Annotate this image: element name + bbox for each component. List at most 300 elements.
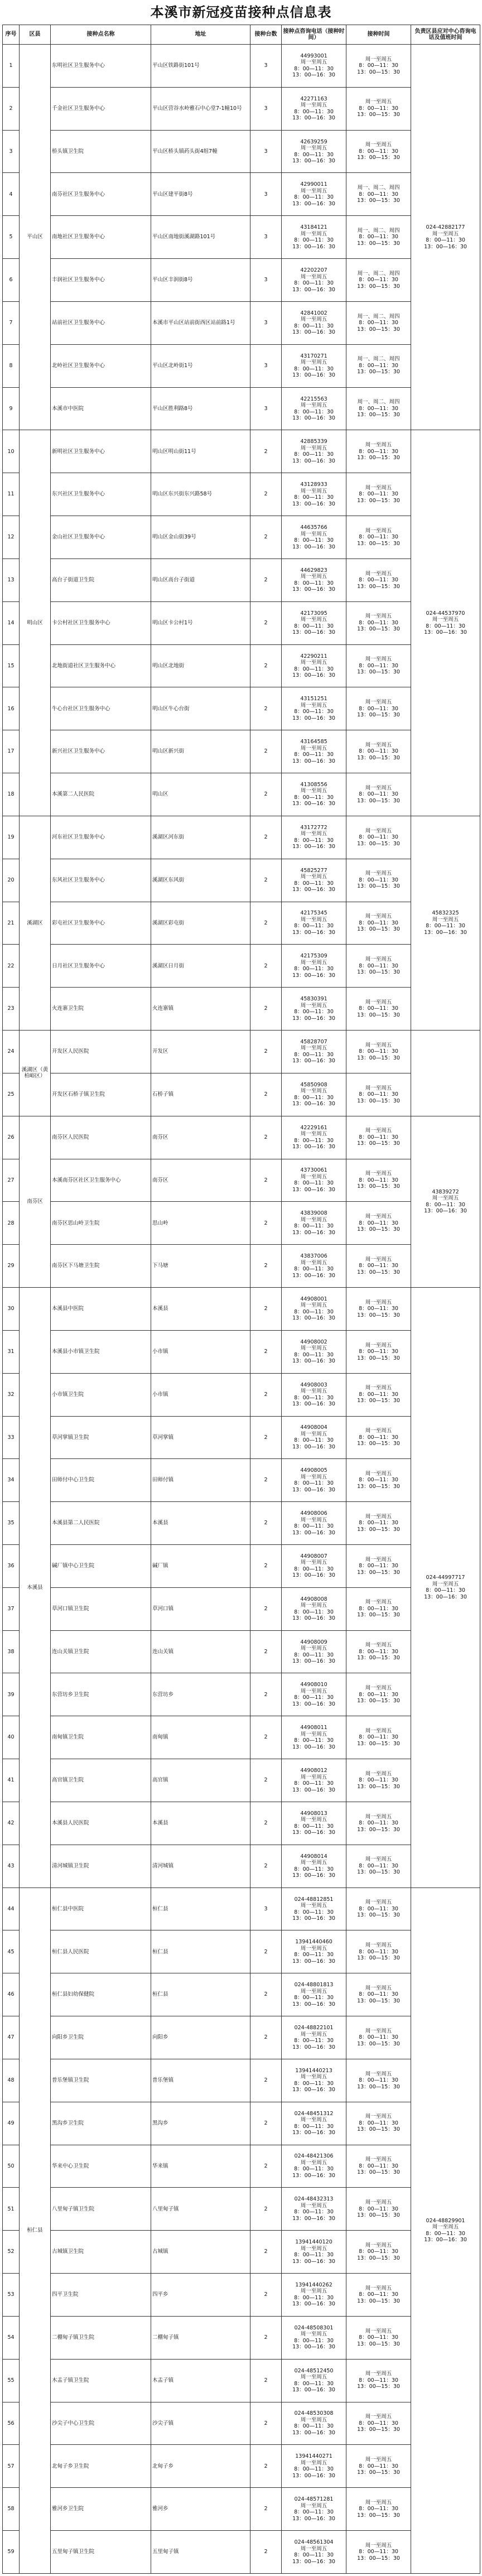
site-phone: 43128933 周一至周五 8：00—11：30 13：00—16：30 [282,473,346,516]
site-phone: 13941440120 周一至周五 8：00—11：30 13：00—16：30 [282,2231,346,2274]
site-name: 二棚甸子镇卫生院 [51,2316,151,2359]
site-index: 13 [3,558,20,601]
table-row [3,2274,480,2317]
site-name: 本溪南芬区社区卫生服务中心 [51,1159,151,1202]
site-index: 5 [3,216,20,259]
site-index: 34 [3,1459,20,1502]
table-row [3,2488,480,2531]
site-address: 桓仁县 [151,1888,250,1930]
site-name: 开发区人民医院 [51,1031,151,1073]
site-address: 五里甸子镇 [151,2531,250,2574]
site-time: 周一至周五 8：00—11：30 13：00—15：30 [346,1759,411,1802]
site-address: 下马塘 [151,1245,250,1288]
site-name: 卡公村社区卫生服务中心 [51,601,151,644]
site-index: 6 [3,259,20,302]
table-row [3,216,480,259]
site-index: 37 [3,1587,20,1630]
site-index: 43 [3,1845,20,1888]
site-index: 20 [3,859,20,902]
site-index: 50 [3,2145,20,2188]
site-address: 明山区 [151,773,250,816]
site-stations: 2 [250,2188,282,2231]
site-index: 58 [3,2488,20,2531]
site-address: 明山区北地街 [151,644,250,687]
site-stations: 3 [250,1888,282,1930]
site-time: 周一至周五 8：00—11：30 13：00—15：30 [346,1845,411,1888]
site-address: 木盂子镇 [151,2359,250,2402]
site-phone: 42271163 周一至周五 8：00—11：30 13：00—16：30 [282,87,346,130]
site-name: 木盂子镇卫生院 [51,2359,151,2402]
site-time: 周一至周五 8：00—11：30 13：00—15：30 [346,2059,411,2102]
site-address: 雅河乡 [151,2488,250,2531]
site-time: 周一至周五 8：00—11：30 13：00—15：30 [346,1330,411,1373]
site-stations: 3 [250,87,282,130]
site-name: 雅河乡卫生院 [51,2488,151,2531]
site-index: 39 [3,1673,20,1716]
site-index: 57 [3,2445,20,2488]
table-row [3,130,480,173]
site-index: 54 [3,2316,20,2359]
site-phone: 024-48421306 周一至周五 8：00—11：30 13：00—16：30 [282,2145,346,2188]
site-time: 周一至周五 8：00—11：30 13：00—15：30 [346,1716,411,1759]
site-index: 31 [3,1330,20,1373]
site-phone: 42639259 周一至周五 8：00—11：30 13：00—16：30 [282,130,346,173]
site-index: 55 [3,2359,20,2402]
site-index: 9 [3,387,20,430]
site-stations: 2 [250,430,282,473]
site-time: 周一至周五 8：00—11：30 13：00—15：30 [346,1630,411,1673]
site-name: 新明社区卫生服务中心 [51,430,151,473]
site-stations: 2 [250,2274,282,2317]
site-name: 东兴社区卫生服务中心 [51,473,151,516]
site-name: 开发区石桥子镇卫生院 [51,1073,151,1116]
site-time: 周一至周五 8：00—11：30 13：00—15：30 [346,988,411,1031]
site-time: 周一至周五 8：00—11：30 13：00—15：30 [346,2359,411,2402]
site-stations: 2 [250,1416,282,1459]
site-stations: 2 [250,730,282,773]
site-stations: 2 [250,2402,282,2445]
site-address: 思山岭 [151,1202,250,1245]
site-time: 周一至周五 8：00—11：30 13：00—15：30 [346,516,411,559]
table-row [3,2059,480,2102]
site-time: 周一至周五 8：00—11：30 13：00—15：30 [346,1373,411,1416]
site-time: 周一至周五 8：00—11：30 13：00—15：30 [346,2188,411,2231]
site-address: 二棚甸子镇 [151,2316,250,2359]
site-address: 明山区卡公村1号 [151,601,250,644]
site-address: 本溪市平山区站前街西区站前路1号 [151,301,250,344]
site-time: 周一至周五 8：00—11：30 13：00—15：30 [346,1973,411,2016]
site-phone: 43172772 周一至周五 8：00—11：30 13：00—16：30 [282,816,346,859]
table-row [3,2402,480,2445]
table-row [3,2016,480,2059]
site-phone: 44993001 周一至周五 8：00—11：30 13：00—16：30 [282,45,346,88]
site-phone: 45825277 周一至周五 8：00—11：30 13：00—16：30 [282,859,346,902]
site-time: 周一至周五 8：00—11：30 13：00—15：30 [346,558,411,601]
site-name: 草河口镇卫生院 [51,1587,151,1630]
table-row [3,1159,480,1202]
site-name: 本溪市中医院 [51,387,151,430]
site-phone: 43839008 周一至周五 8：00—11：30 13：00—16：30 [282,1202,346,1245]
site-stations: 2 [250,644,282,687]
table-row [3,173,480,216]
site-phone: 024-48561304 周一至周五 8：00—11：30 13：00—16：30 [282,2531,346,2574]
site-index: 4 [3,173,20,216]
table-row [3,1673,480,1716]
site-time: 周一至周五 8：00—11：30 13：00—15：30 [346,2402,411,2445]
site-name: 高官镇卫生院 [51,1759,151,1802]
site-name: 牛心台社区卫生服务中心 [51,687,151,730]
site-time: 周一至周五 8：00—11：30 13：00—15：30 [346,945,411,988]
site-phone: 024-48432313 周一至周五 8：00—11：30 13：00—16：30 [282,2188,346,2231]
table-row [3,1245,480,1288]
site-stations: 3 [250,301,282,344]
site-index: 3 [3,130,20,173]
site-phone: 43837006 周一至周五 8：00—11：30 13：00—16：30 [282,1245,346,1288]
site-phone: 43730061 周一至周五 8：00—11：30 13：00—16：30 [282,1159,346,1202]
site-phone: 44908010 周一至周五 8：00—11：30 13：00—16：30 [282,1673,346,1716]
site-phone: 024-48801813 周一至周五 8：00—11：30 13：00—16：30 [282,1973,346,2016]
site-address: 溪湖区东风街 [151,859,250,902]
site-time: 周一至周五 8：00—11：30 13：00—15：30 [346,1673,411,1716]
site-time: 周一至周五 8：00—11：30 13：00—15：30 [346,1416,411,1459]
table-row [3,2102,480,2145]
site-time: 周一至周五 8：00—11：30 13：00—15：30 [346,1502,411,1545]
site-time: 周一、周二、周四 8：00—11：30 13：00—15：30 [346,173,411,216]
site-name: 南芬区人民医院 [51,1116,151,1159]
site-index: 35 [3,1502,20,1545]
site-time: 周一至周五 8：00—11：30 13：00—15：30 [346,2145,411,2188]
site-stations: 2 [250,1245,282,1288]
site-index: 42 [3,1802,20,1845]
site-index: 41 [3,1759,20,1802]
site-phone: 42215563 周一至周五 8：00—11：30 13：00—16：30 [282,387,346,430]
site-phone: 43164585 周一至周五 8：00—11：30 13：00—16：30 [282,730,346,773]
site-name: 古城镇卫生院 [51,2231,151,2274]
table-row [3,1416,480,1459]
site-address: 溪湖区彩屯街 [151,902,250,945]
site-stations: 3 [250,173,282,216]
table-row [3,1630,480,1673]
site-address: 桓仁县 [151,1930,250,1973]
site-phone: 45828707 周一至周五 8：00—11：30 13：00—16：30 [282,1031,346,1073]
site-time: 周一至周五 8：00—11：30 13：00—15：30 [346,816,411,859]
table-row [3,1330,480,1373]
site-name: 本溪县第二人民医院 [51,1502,151,1545]
site-phone: 024-48530308 周一至周五 8：00—11：30 13：00—16：30 [282,2402,346,2445]
site-index: 22 [3,945,20,988]
site-index: 11 [3,473,20,516]
header-stations: 接种台数 [250,25,282,45]
site-phone: 41308556 周一至周五 8：00—11：30 13：00—16：30 [282,773,346,816]
table-row [3,1888,480,1930]
site-name: 南地社区卫生服务中心 [51,216,151,259]
site-time: 周一至周五 8：00—11：30 13：00—15：30 [346,1544,411,1587]
district-name: 明山区 [20,430,51,816]
site-phone: 42173095 周一至周五 8：00—11：30 13：00—16：30 [282,601,346,644]
site-stations: 2 [250,1031,282,1073]
site-index: 59 [3,2531,20,2574]
district-hotline [411,1031,480,1116]
site-index: 48 [3,2059,20,2102]
site-address: 平山区北岭街1号 [151,344,250,387]
site-time: 周一至周五 8：00—11：30 13：00—15：30 [346,2445,411,2488]
site-name: 华来中心卫生院 [51,2145,151,2188]
site-index: 18 [3,773,20,816]
site-stations: 2 [250,2102,282,2145]
site-name: 四平卫生院 [51,2274,151,2317]
header-hotline: 负责区县应对中心咨询电话及值班时间 [411,25,480,45]
site-time: 周一至周五 8：00—11：30 13：00—15：30 [346,45,411,88]
district-name: 南芬区 [20,1116,51,1287]
site-index: 44 [3,1888,20,1930]
site-address: 平山区胜利路8号 [151,387,250,430]
site-time: 周一至周五 8：00—11：30 13：00—15：30 [346,2016,411,2059]
site-index: 12 [3,516,20,559]
site-name: 北地街道社区卫生服务中心 [51,644,151,687]
table-row [3,1930,480,1973]
site-index: 16 [3,687,20,730]
site-time: 周一至周五 8：00—11：30 13：00—15：30 [346,859,411,902]
table-row [3,1502,480,1545]
site-index: 27 [3,1159,20,1202]
site-address: 本溪县 [151,1502,250,1545]
site-address: 连山关镇 [151,1630,250,1673]
table-header-row [3,25,480,45]
site-stations: 2 [250,945,282,988]
table-row [3,1202,480,1245]
site-time: 周一至周五 8：00—11：30 13：00—15：30 [346,87,411,130]
site-name: 桥头镇卫生院 [51,130,151,173]
table-row [3,773,480,816]
site-stations: 2 [250,1502,282,1545]
site-name: 本溪县中医院 [51,1288,151,1331]
table-row [3,2445,480,2488]
table-row [3,473,480,516]
site-stations: 3 [250,45,282,88]
table-row [3,1587,480,1630]
site-name: 高台子街道卫生院 [51,558,151,601]
site-time: 周一至周五 8：00—11：30 13：00—15：30 [346,2274,411,2317]
site-name: 连山关镇卫生院 [51,1630,151,1673]
site-name: 南芬区思山岭卫生院 [51,1202,151,1245]
site-phone: 42175309 周一至周五 8：00—11：30 13：00—16：30 [282,945,346,988]
site-time: 周一至周五 8：00—11：30 13：00—15：30 [346,644,411,687]
site-stations: 2 [250,1802,282,1845]
site-address: 平山区南地街溪湖路101号 [151,216,250,259]
site-stations: 2 [250,1202,282,1245]
site-stations: 2 [250,1845,282,1888]
site-time: 周一、周二、周四 8：00—11：30 13：00—15：30 [346,387,411,430]
site-name: 桓仁县妇幼保健院 [51,1973,151,2016]
site-name: 本溪第二人民医院 [51,773,151,816]
site-phone: 44908003 周一至周五 8：00—11：30 13：00—16：30 [282,1373,346,1416]
site-stations: 2 [250,1116,282,1159]
site-stations: 2 [250,1973,282,2016]
site-address: 八里甸子镇 [151,2188,250,2231]
site-address: 平山区桥头镇药头街4组7幢 [151,130,250,173]
site-address: 溪湖区日月街 [151,945,250,988]
site-phone: 44908014 周一至周五 8：00—11：30 13：00—16：30 [282,1845,346,1888]
site-index: 21 [3,902,20,945]
site-stations: 3 [250,344,282,387]
table-row [3,1459,480,1502]
site-phone: 024-48571281 周一至周五 8：00—11：30 13：00—16：30 [282,2488,346,2531]
site-stations: 2 [250,1716,282,1759]
site-time: 周一至周五 8：00—11：30 13：00—15：30 [346,902,411,945]
vaccination-sites-table [2,25,480,2574]
site-index: 7 [3,301,20,344]
site-phone: 44908004 周一至周五 8：00—11：30 13：00—16：30 [282,1416,346,1459]
site-phone: 44908008 周一至周五 8：00—11：30 13：00—16：30 [282,1587,346,1630]
site-address: 溪湖区河东街 [151,816,250,859]
site-index: 56 [3,2402,20,2445]
site-name: 丰润社区卫生服务中心 [51,259,151,302]
site-phone: 44908005 周一至周五 8：00—11：30 13：00—16：30 [282,1459,346,1502]
table-row [3,45,480,88]
district-name: 平山区 [20,45,51,430]
table-body [3,45,480,2574]
site-index: 14 [3,601,20,644]
site-address: 桓仁县 [151,1973,250,2016]
site-address: 火连寨镇 [151,988,250,1031]
table-row [3,2145,480,2188]
site-phone: 43170271 周一至周五 8：00—11：30 13：00—16：30 [282,344,346,387]
site-phone: 024-48812851 周一至周五 8：00—11：30 13：00—16：30 [282,1888,346,1930]
site-name: 沙尖子中心卫生院 [51,2402,151,2445]
site-phone: 44908002 周一至周五 8：00—11：30 13：00—16：30 [282,1330,346,1373]
site-name: 普乐堡镇卫生院 [51,2059,151,2102]
site-phone: 42841002 周一至周五 8：00—11：30 13：00—16：30 [282,301,346,344]
site-stations: 2 [250,2016,282,2059]
table-row [3,1973,480,2016]
site-stations: 2 [250,1673,282,1716]
site-stations: 2 [250,1587,282,1630]
site-index: 25 [3,1073,20,1116]
site-name: 本溪县小市镇卫生院 [51,1330,151,1373]
site-address: 草河口镇 [151,1587,250,1630]
site-stations: 2 [250,516,282,559]
site-stations: 2 [250,1073,282,1116]
table-row [3,1073,480,1116]
site-stations: 3 [250,259,282,302]
header-index: 序号 [3,25,20,45]
table-row [3,988,480,1031]
site-index: 10 [3,430,20,473]
header-district: 区县 [20,25,51,45]
site-phone: 42202207 周一至周五 8：00—11：30 13：00—16：30 [282,259,346,302]
site-name: 桓仁县中医院 [51,1888,151,1930]
table-row [3,2188,480,2231]
site-stations: 2 [250,2059,282,2102]
table-row [3,1116,480,1159]
site-name: 八里甸子镇卫生院 [51,2188,151,2231]
table-row [3,558,480,601]
site-time: 周一至周五 8：00—11：30 13：00—15：30 [346,2102,411,2145]
document-title: 本溪市新冠疫苗接种点信息表 [150,4,332,20]
site-time: 周一至周五 8：00—11：30 13：00—15：30 [346,2316,411,2359]
table-row [3,644,480,687]
district-hotline: 024-48829901 周一至周五 8：00—11：30 13：00—16：30 [411,1888,480,2573]
site-index: 40 [3,1716,20,1759]
site-stations: 2 [250,473,282,516]
site-address: 高官镇 [151,1759,250,1802]
site-name: 站前社区卫生服务中心 [51,301,151,344]
site-name: 南芬社区卫生服务中心 [51,173,151,216]
site-time: 周一至周五 8：00—11：30 13：00—15：30 [346,130,411,173]
site-index: 33 [3,1416,20,1459]
site-stations: 2 [250,2231,282,2274]
table-row [3,601,480,644]
site-stations: 2 [250,1373,282,1416]
site-time: 周一、周二、周四 8：00—11：30 13：00—15：30 [346,216,411,259]
site-index: 49 [3,2102,20,2145]
site-stations: 2 [250,2488,282,2531]
table-row [3,2359,480,2402]
table-row [3,2231,480,2274]
site-phone: 42990011 周一至周五 8：00—11：30 13：00—16：30 [282,173,346,216]
site-name: 东明社区卫生服务中心 [51,45,151,88]
site-stations: 2 [250,816,282,859]
site-time: 周一至周五 8：00—11：30 13：00—15：30 [346,1116,411,1159]
site-address: 明山区牛心台街 [151,687,250,730]
site-phone: 44629823 周一至周五 8：00—11：30 13：00—16：30 [282,558,346,601]
table-row [3,2531,480,2574]
site-name: 五里甸子镇卫生院 [51,2531,151,2574]
site-name: 彩屯社区卫生服务中心 [51,902,151,945]
site-phone: 44908013 周一至周五 8：00—11：30 13：00—16：30 [282,1802,346,1845]
site-name: 金山社区卫生服务中心 [51,516,151,559]
site-time: 周一至周五 8：00—11：30 13：00—15：30 [346,730,411,773]
table-row [3,430,480,473]
site-phone: 43184121 周一至周五 8：00—11：30 13：00—16：30 [282,216,346,259]
table-row [3,859,480,902]
site-stations: 2 [250,1630,282,1673]
district-name: 溪湖区（黄柏峪区） [20,1031,51,1116]
site-phone: 13941440262 周一至周五 8：00—11：30 13：00—16：30 [282,2274,346,2317]
site-time: 周一至周五 8：00—11：30 13：00—15：30 [346,1459,411,1502]
district-hotline: 43839272 周一至周五 8：00—11：30 13：00—16：30 [411,1116,480,1287]
site-time: 周一至周五 8：00—11：30 13：00—15：30 [346,2231,411,2274]
table-row [3,2316,480,2359]
site-stations: 3 [250,216,282,259]
site-index: 24 [3,1031,20,1073]
site-name: 南甸镇卫生院 [51,1716,151,1759]
site-phone: 45830391 周一至周五 8：00—11：30 13：00—16：30 [282,988,346,1031]
site-index: 26 [3,1116,20,1159]
site-time: 周一、周二、周四 8：00—11：30 13：00—15：30 [346,259,411,302]
site-phone: 13941440271 周一至周五 8：00—11：30 13：00—16：30 [282,2445,346,2488]
site-index: 30 [3,1288,20,1331]
site-phone: 024-48512450 周一至周五 8：00—11：30 13：00—16：30 [282,2359,346,2402]
table-row [3,516,480,559]
site-time: 周一至周五 8：00—11：30 13：00—15：30 [346,2488,411,2531]
site-stations: 2 [250,601,282,644]
site-index: 17 [3,730,20,773]
site-address: 普乐堡镇 [151,2059,250,2102]
site-stations: 2 [250,1930,282,1973]
table-row [3,1031,480,1073]
site-index: 19 [3,816,20,859]
district-hotline: 024-44997717 周一至周五 8：00—11：30 13：00—16：30 [411,1288,480,1888]
site-address: 明山区东兴街东兴路58号 [151,473,250,516]
site-phone: 44908007 周一至周五 8：00—11：30 13：00—16：30 [282,1544,346,1587]
site-name: 清河城镇卫生院 [51,1845,151,1888]
site-stations: 2 [250,859,282,902]
site-stations: 2 [250,687,282,730]
table-row [3,87,480,130]
site-address: 南芬区 [151,1159,250,1202]
table-row [3,1288,480,1331]
